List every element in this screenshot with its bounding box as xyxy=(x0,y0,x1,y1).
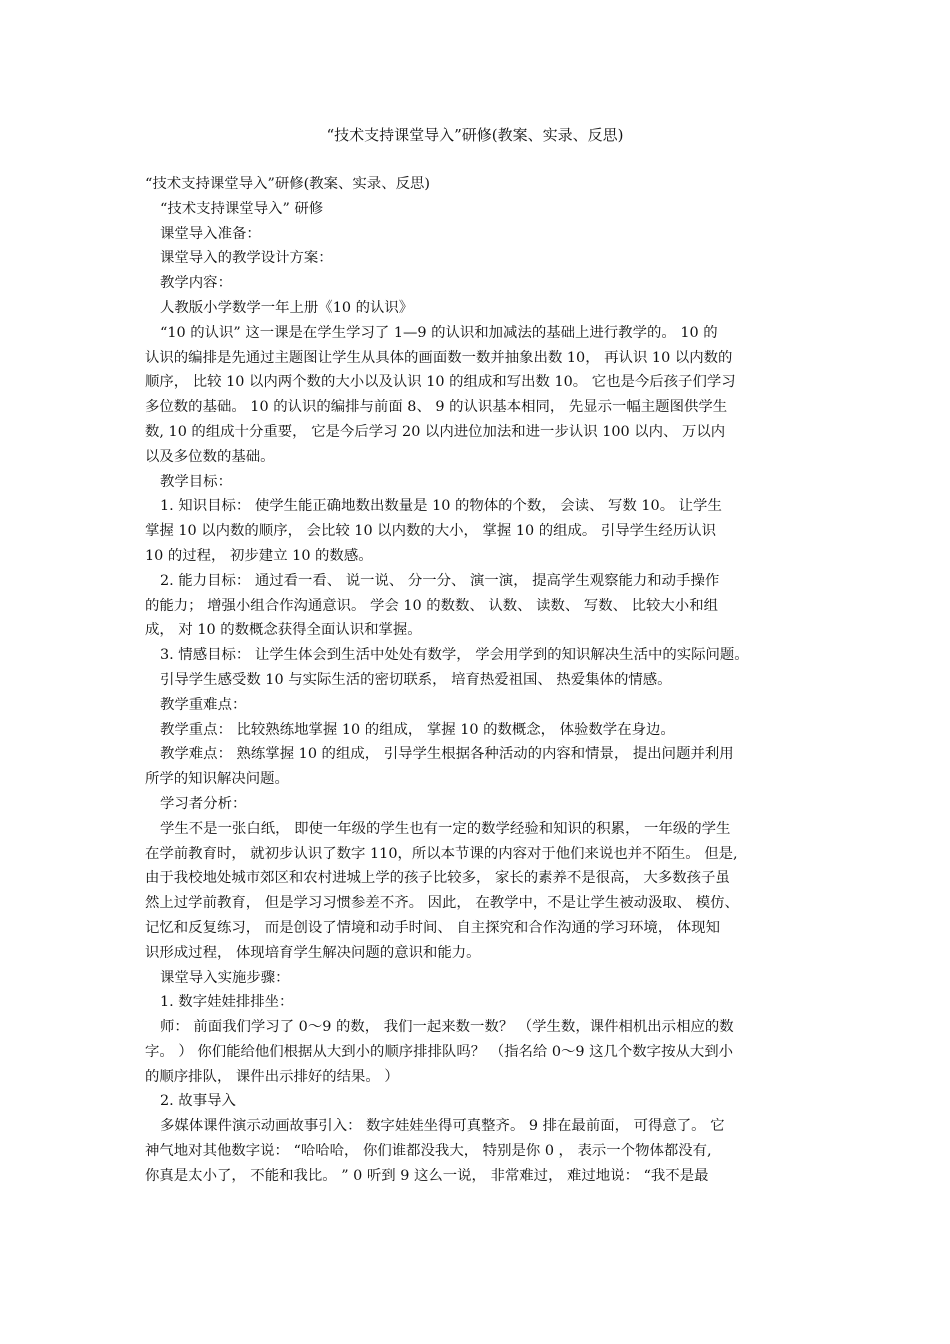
text-line: 教学内容： xyxy=(160,275,232,292)
text-line: 1. 知识目标： 使学生能正确地数出数量是 10 的物体的个数， 会读、 写数 10。 让学生 xyxy=(160,498,722,515)
document-body xyxy=(145,172,810,1189)
text-line: 记忆和反复练习， 而是创设了情境和动手时间、 自主探究和合作沟通的学习环境， 体现知 xyxy=(145,919,720,936)
text-line: 在学前教育时， 就初步认识了数字 110，所以本节课的内容对于他们来说也并不陌生。 但是, xyxy=(145,845,738,862)
text-line: 教学目标： xyxy=(160,473,232,490)
text-line: 10 的过程， 初步建立 10 的数感。 xyxy=(145,547,373,564)
text-line: 1. 数字娃娃排排坐： xyxy=(160,994,294,1011)
text-line: 以及多位数的基础。 xyxy=(145,448,275,465)
text-line: 认识的编排是先通过主题图让学生从具体的画面数一数并抽象出数 10， 再认识 10 以内数的 xyxy=(145,349,733,366)
text-line: 学生不是一张白纸， 即使一年级的学生也有一定的数学经验和知识的积累， 一年级的学生 xyxy=(160,820,731,837)
text-line: 识形成过程， 体现培育学生解决问题的意识和能力。 xyxy=(145,944,481,961)
text-line: 成， 对 10 的数概念获得全面认识和掌握。 xyxy=(145,622,422,639)
text-line: 你真是太小了， 不能和我比。 ” 0 听到 9 这么一说， 非常难过， 难过地说： “我不是最 xyxy=(145,1167,709,1184)
text-line: 数, 10 的组成十分重要， 它是今后学习 20 以内进位加法和进一步认识 100 以内、 万以内 xyxy=(145,423,726,440)
text-line: 教学难点： 熟练掌握 10 的组成， 引导学生根据各种活动的内容和情景， 提出问题并利用 xyxy=(160,746,734,763)
text-line: 引导学生感受数 10 与实际生活的密切联系， 培育热爱祖国、 热爱集体的情感。 xyxy=(160,671,672,688)
text-line: 2. 能力目标： 通过看一看、 说一说、 分一分、 演一演， 提高学生观察能力和动手操作 xyxy=(160,572,720,589)
text-line: 的能力； 增强小组合作沟通意识。 学会 10 的数数、 认数、 读数、 写数、 比较大小和组 xyxy=(145,597,718,614)
text-line: 由于我校地处城市郊区和农村进城上学的孩子比较多， 家长的素养不是很高， 大多数孩子虽 xyxy=(145,870,730,887)
text-line: 所学的知识解决问题。 xyxy=(145,771,289,788)
text-line: 然上过学前教育， 但是学习习惯参差不齐。 因此， 在教学中，不是让学生被动汲取、 模仿、 xyxy=(145,895,739,912)
text-line: 掌握 10 以内数的顺序， 会比较 10 以内数的大小， 掌握 10 的组成。 引导学生经历认识 xyxy=(145,523,716,540)
text-line: 教学重点： 比较熟练地掌握 10 的组成， 掌握 10 的数概念， 体验数学在身边。 xyxy=(160,721,675,738)
text-line: “技术支持课堂导入” 研修 xyxy=(160,200,324,217)
text-line: 学习者分析： xyxy=(160,795,247,812)
text-line: 神气地对其他数字说： “哈哈哈， 你们谁都没我大， 特别是你 0 ， 表示一个物体都没有, xyxy=(145,1143,712,1160)
page-title: “技术支持课堂导入”研修(教案、实录、反思) xyxy=(326,126,624,144)
text-line: 师： 前面我们学习了 0～9 的数， 我们一起来数一数？ （学生数，课件相机出示相应的数 xyxy=(160,1019,734,1036)
text-line: 顺序， 比较 10 以内两个数的大小以及认识 10 的组成和写出数 10。 它也是今后孩子们学习 xyxy=(145,374,736,391)
text-line: 教学重难点： xyxy=(160,696,247,713)
text-line: 多媒体课件演示动画故事引入： 数字娃娃坐得可真整齐。 9 排在最前面， 可得意了。 它 xyxy=(160,1118,725,1135)
text-line: “技术支持课堂导入”研修(教案、实录、反思) xyxy=(145,176,430,192)
text-line: 2. 故事导入 xyxy=(160,1093,236,1110)
text-line: 的顺序排队， 课件出示排好的结果。 ） xyxy=(145,1068,399,1085)
text-line: 课堂导入准备： xyxy=(160,225,261,242)
text-line: “10 的认识” 这一课是在学生学习了 1—9 的认识和加减法的基础上进行教学的。 10 的 xyxy=(160,324,718,341)
text-line: 3. 情感目标： 让学生体会到生活中处处有数学， 学会用学到的知识解决生活中的实际问题。 xyxy=(160,647,749,664)
text-line: 课堂导入的教学设计方案： xyxy=(160,250,333,267)
text-line: 多位数的基础。 10 的认识的编排与前面 8、 9 的认识基本相同， 先显示一幅主题图供学生 xyxy=(145,399,728,416)
text-line: 人教版小学数学一年上册《10 的认识》 xyxy=(160,299,414,316)
text-line: 字。 ） 你们能给他们根据从大到小的顺序排排队吗？ （指名给 0～9 这几个数字按从大到小 xyxy=(145,1043,734,1060)
text-line: 课堂导入实施步骤： xyxy=(160,969,290,986)
